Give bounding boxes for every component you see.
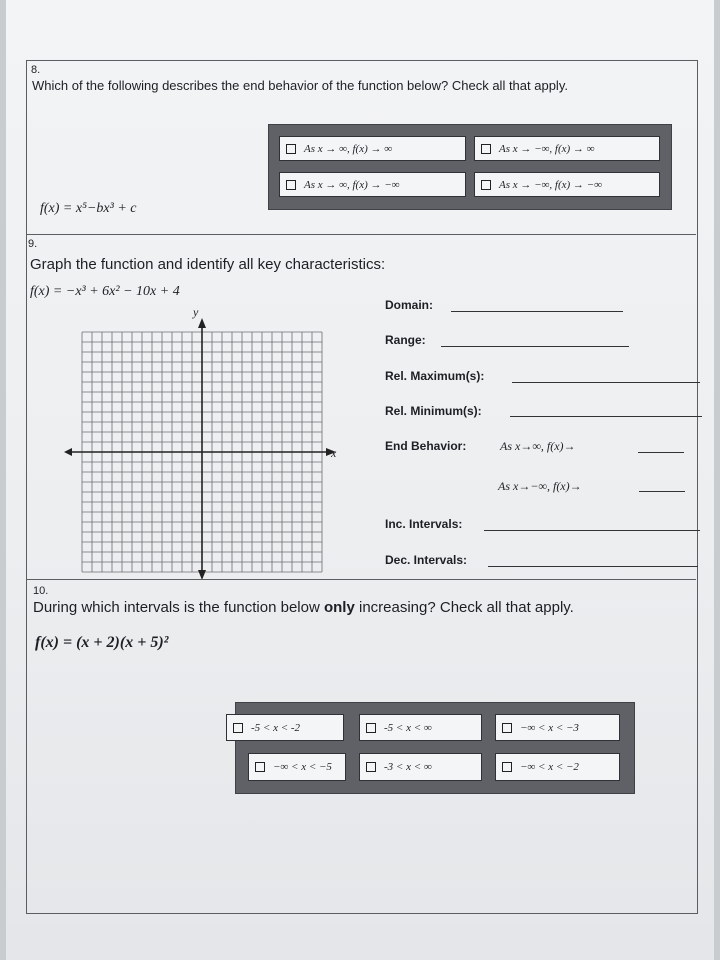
dec-answer-line[interactable] [488,566,698,567]
end-pos-answer-line[interactable] [638,452,684,453]
q8-function: f(x) = x⁵−bx³ + c [40,201,137,216]
x-axis-label: x [331,446,337,460]
q8-number: 8. [31,64,41,76]
q8-option-2[interactable]: As x → −∞, f(x) → ∞ [474,136,660,161]
range-label: Range: [385,333,426,347]
y-axis-label: y [193,305,199,319]
end-neg-answer-line[interactable] [639,491,685,492]
q10-number: 10. [33,585,49,597]
checkbox-icon[interactable] [233,723,243,733]
domain-label: Domain: [385,298,433,312]
q10-option-2[interactable]: -5 < x < ∞ [359,714,482,741]
checkbox-icon[interactable] [255,762,265,772]
rel-min-answer-line[interactable] [510,416,702,417]
divider [26,234,696,235]
q10-option-6[interactable]: −∞ < x < −2 [495,753,620,781]
arrow-up-icon [198,318,206,328]
q8-prompt: Which of the following describes the end behavior of the function below? Check all that apply. [32,78,568,93]
q10-function: f(x) = (x + 2)(x + 5)² [35,634,169,651]
checkbox-icon[interactable] [366,723,376,733]
q9-number: 9. [28,238,38,250]
checkbox-icon[interactable] [366,762,376,772]
q10-option-3[interactable]: −∞ < x < −3 [495,714,620,741]
end-behavior-label: End Behavior: [385,439,467,453]
q10-option-1[interactable]: -5 < x < -2 [226,714,344,741]
q9-function: f(x) = −x³ + 6x² − 10x + 4 [30,284,180,299]
divider [26,579,696,580]
checkbox-icon[interactable] [481,144,491,154]
end-behavior-pos: As x→∞, f(x)→ [500,439,576,453]
rel-max-label: Rel. Maximum(s): [385,369,485,383]
rel-max-answer-line[interactable] [512,382,700,383]
arrow-left-icon [64,448,72,456]
checkbox-icon[interactable] [481,180,491,190]
q10-prompt: During which intervals is the function below only increasing? Check all that apply. [33,599,574,616]
q9-prompt: Graph the function and identify all key characteristics: [30,256,386,273]
checkbox-icon[interactable] [286,180,296,190]
q8-option-1[interactable]: As x → ∞, f(x) → ∞ [279,136,466,161]
rel-min-label: Rel. Minimum(s): [385,404,482,418]
checkbox-icon[interactable] [502,723,512,733]
checkbox-icon[interactable] [286,144,296,154]
end-behavior-neg: As x→−∞, f(x)→ [498,479,582,493]
q10-option-4[interactable]: −∞ < x < −5 [248,753,346,781]
dec-intervals-label: Dec. Intervals: [385,553,468,567]
q8-option-4[interactable]: As x → −∞, f(x) → −∞ [474,172,660,197]
domain-answer-line[interactable] [451,311,623,312]
q8-option-3[interactable]: As x → ∞, f(x) → −∞ [279,172,466,197]
q10-option-5[interactable]: -3 < x < ∞ [359,753,482,781]
checkbox-icon[interactable] [502,762,512,772]
range-answer-line[interactable] [441,346,629,347]
coordinate-grid[interactable] [64,304,344,584]
inc-answer-line[interactable] [484,530,700,531]
inc-intervals-label: Inc. Intervals: [385,517,463,531]
